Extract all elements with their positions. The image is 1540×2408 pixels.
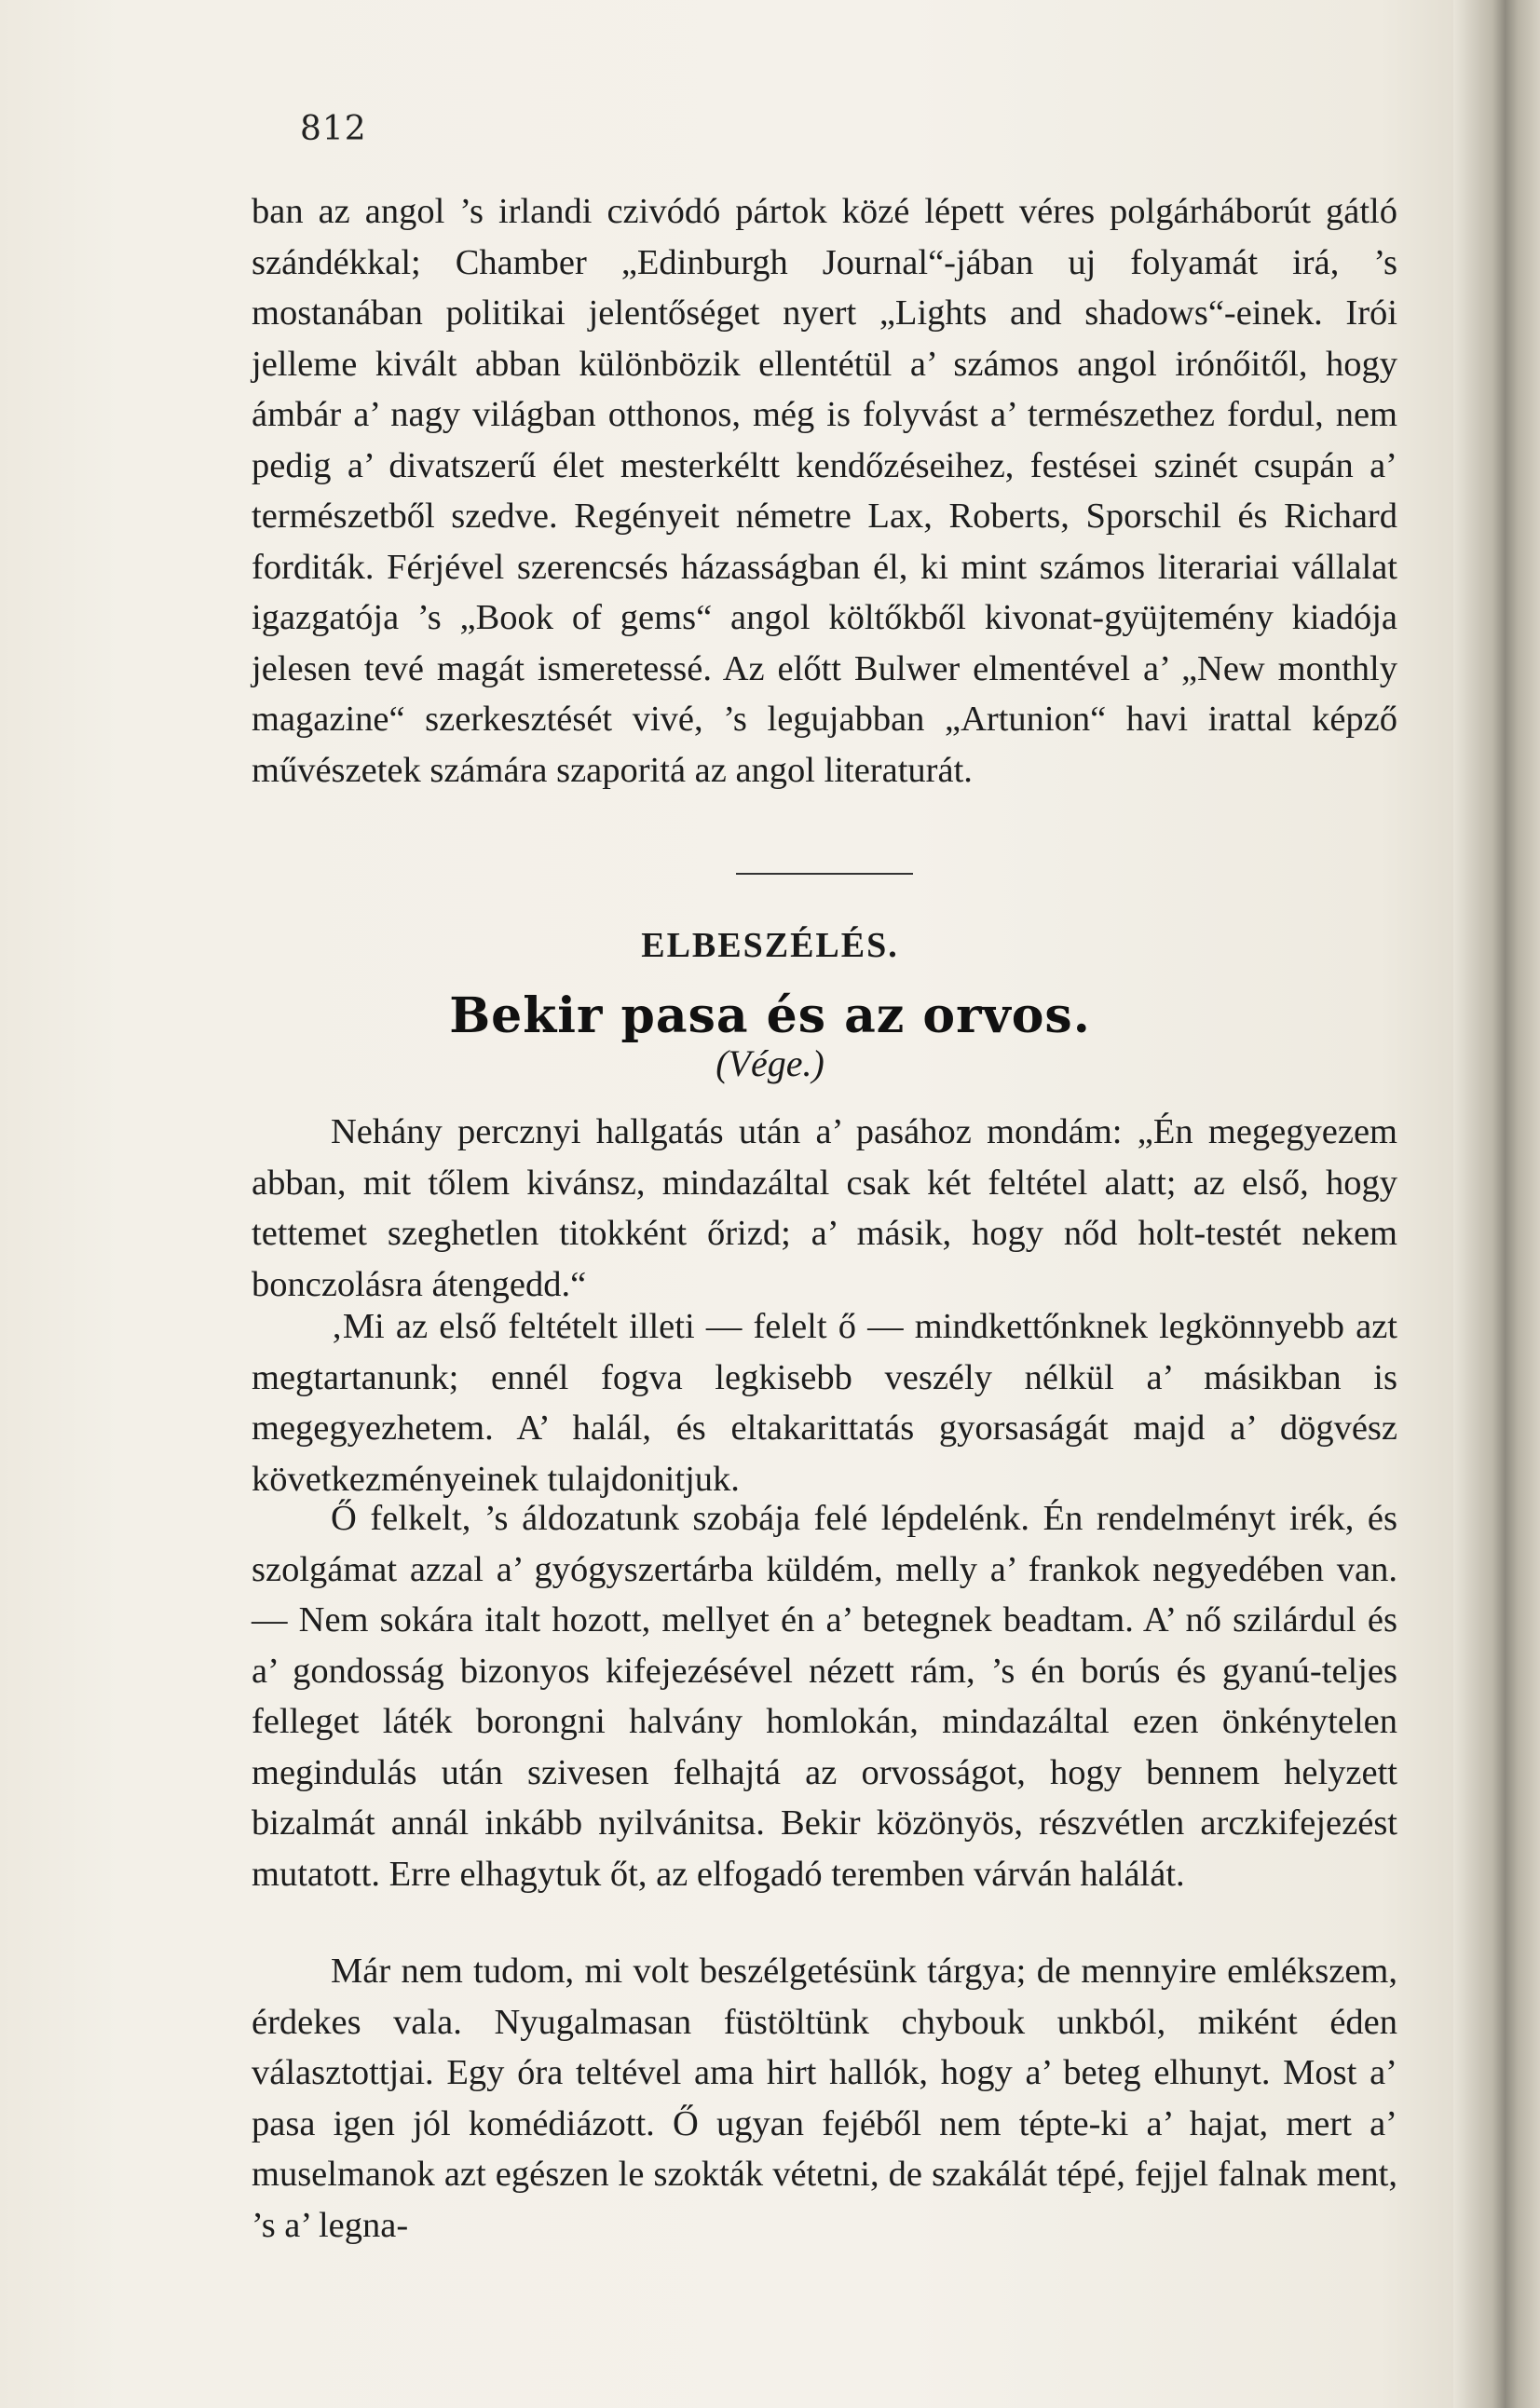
section-divider [736, 873, 913, 875]
paragraph-story-3: Ő felkelt, ’s áldozatunk szobája felé lépdelénk. Én rendelményt irék, és szolgámat azzal a’ gyógyszertárba küldém, melly a’ frankok negyedében van. — Nem sokára italt hozott, mellyet én a’ betegnek beadtam. A’ nő szilárdul és a’ gondosság bizonyos kifejezésével nézett rám, ’s én borús és gyanú-teljes felleget láték borongni halvány homlokán, mindazáltal ezen önkénytelen megindulás után szivesen felhajtá az orvosságot, hogy bennem helyzett bizalmát annál inkább nyilvánitsa. Bekir közönyös, részvétlen arczkifejezést mutatott. Erre elhagytuk őt, az elfogadó teremben várván halálát. [252, 1499, 1397, 1894]
paragraph-story-4: Már nem tudom, mi volt beszélgetésünk tárgya; de mennyire emlékszem, érdekes vala. Nyugalmasan füstöltünk chybouk unkból, miként éden választottjai. Egy óra teltével ama hirt hallók, hogy a’ beteg elhunyt. Most a’ pasa igen jól komédiázott. Ő ugyan fejéből nem tépte-ki a’ hajat, mert a’ muselmanok azt egészen le szokták vétetni, de szakálát tépé, fejjel falnak ment, ’s a’ legna- [252, 1952, 1397, 2245]
paragraph-biography: ban az angol ’s irlandi czivódó pártok közé lépett véres polgárháborút gátló szándékkal; Chamber „Edinburgh Journal“-jában uj folyamát irá, ’s mostanában politikai jelentőséget nyert „Lights and shadows“-einek. Irói jelleme kivált abban különbözik ellentétül a’ számos angol irónőitől, hogy ámbár a’ nagy világban otthonos, még is folyvást a’ természethez fordul, nem pedig a’ divatszerű élet mesterkéltt kendőzéseihez, festései szinét csupán a’ természetből szedve. Regényeit németre Lax, Roberts, Sporschil és Richard forditák. Férjével szerencsés házasságban él, ki mint számos literariai vállalat igazgatója ’s „Book of gems“ angol költőkből kivonat-gyüjtemény kiadója jelesen tevé magát ismeretessé. Az előtt Bulwer elmentével a’ „New monthly magazine“ szerkesztését vivé, ’s legujabban „Artunion“ havi irattal képző művészetek számára szaporitá az angol literaturát. [252, 192, 1397, 790]
story-title: Bekir pasa és az orvos. [449, 987, 1091, 1044]
section-heading: ELBESZÉLÉS. [641, 926, 899, 965]
page-number: 812 [300, 110, 367, 148]
paragraph-story-2: ‚Mi az első feltételt illeti — felelt ő — mindkettőnknek legkönnyebb azt megtartanunk; ennél fogva legkisebb veszély nélkül a’ másikban is megegyezhetem. A’ halál, és eltakarittatás gyorsaságát majd a’ dögvész következményeinek tulajdonitjuk. [252, 1307, 1397, 1499]
story-subtitle: (Vége.) [715, 1042, 825, 1084]
book-gutter [1453, 0, 1540, 2408]
paragraph-story-1: Nehány percznyi hallgatás után a’ pasához mondám: „Én megegyezem abban, mit tőlem kivánsz, mindazáltal csak két feltétel alatt; az első, hogy tettemet szeghetlen titokként őrizd; a’ másik, hogy nőd holt-testét nekem bonczolásra átengedd.“ [252, 1112, 1397, 1304]
